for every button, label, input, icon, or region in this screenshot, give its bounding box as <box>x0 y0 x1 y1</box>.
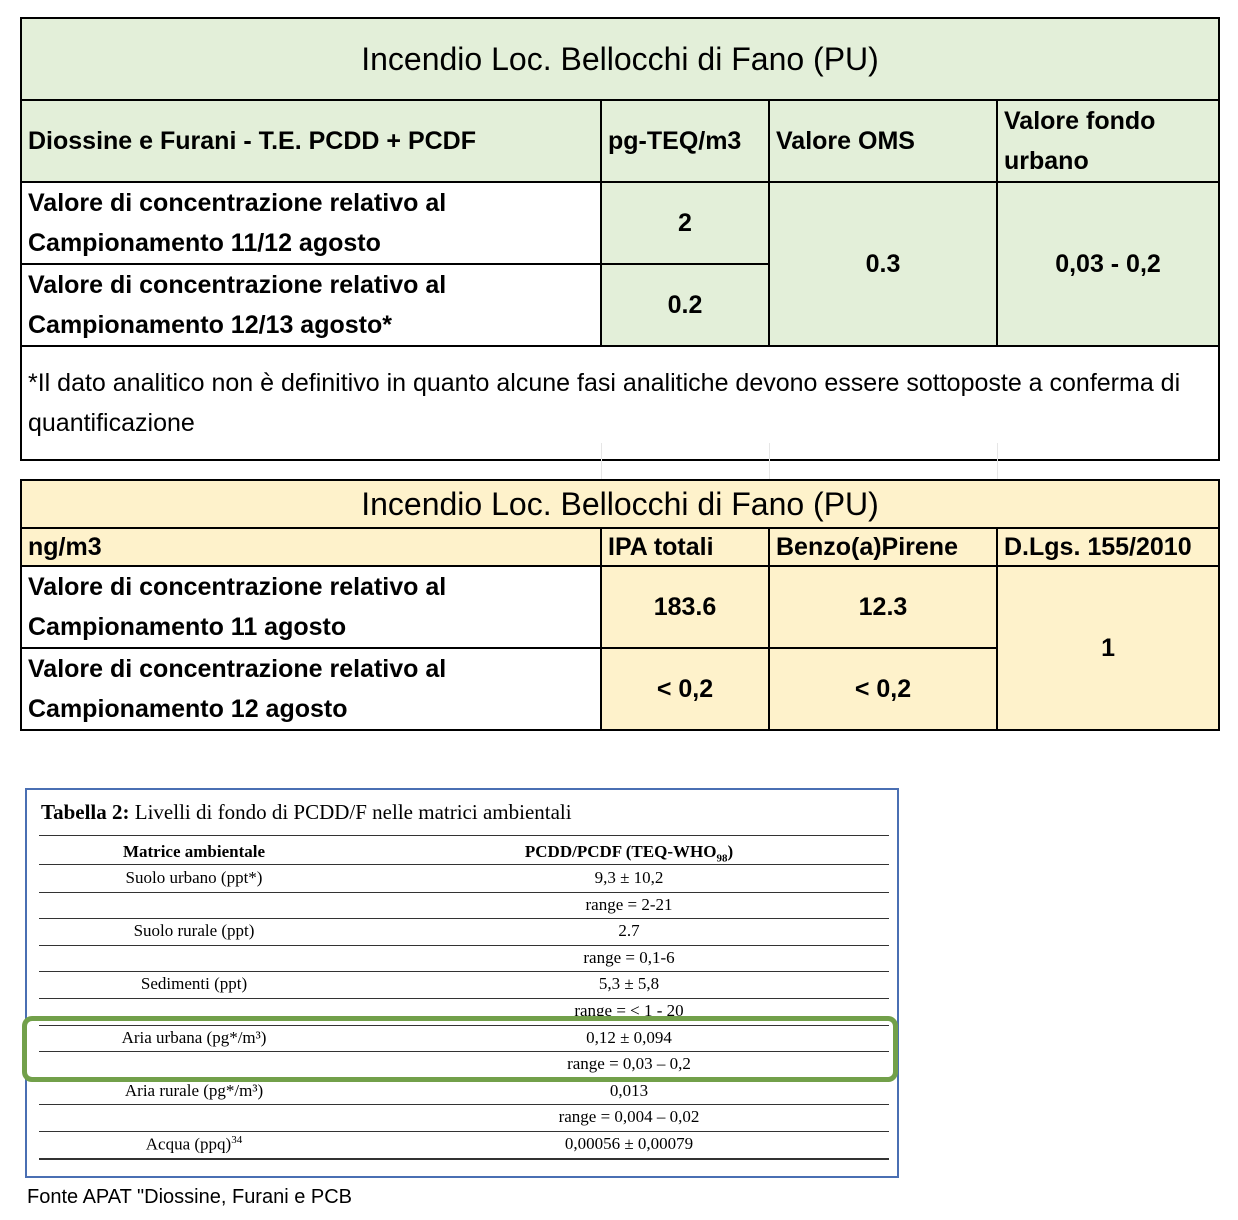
apat-value: range = 2-21 <box>585 894 673 914</box>
dioxin-header-param: Diossine e Furani - T.E. PCDD + PCDF <box>21 100 601 182</box>
apat-caption-text: Livelli di fondo di PCDD/F nelle matrici ambientali <box>129 800 572 824</box>
ipa-row-label: Valore di concentrazione relativo al Campionamento 11 agosto <box>21 566 601 648</box>
apat-row <box>39 865 889 891</box>
apat-value: range = 0,004 – 0,02 <box>558 1107 700 1127</box>
apat-row <box>39 918 889 944</box>
apat-caption-label: Tabella 2: <box>41 800 130 824</box>
dioxin-row-value: 0.2 <box>601 264 769 346</box>
apat-row <box>39 1104 889 1130</box>
ipa-table-title: Incendio Loc. Bellocchi di Fano (PU) <box>21 480 1219 528</box>
apat-header-value: PCDD/PCDF $(TEQ-WHO_{98})$ <box>524 842 734 865</box>
ipa-header-law: D.Lgs. 155/2010 <box>997 528 1219 566</box>
gridline <box>601 443 602 479</box>
dioxin-row-label: Valore di concentrazione relativo al Campionamento 12/13 agosto* <box>21 264 601 346</box>
dioxin-header-oms: Valore OMS <box>769 100 997 182</box>
gridline <box>769 443 770 479</box>
apat-matrix: Acqua (ppq)$^{34}$ <box>145 1134 243 1154</box>
ipa-table <box>20 479 1220 731</box>
apat-matrix: Sedimenti (ppt) <box>140 974 248 994</box>
apat-row <box>39 1131 889 1157</box>
apat-reference-table <box>25 788 899 1178</box>
apat-matrix: Aria rurale (pg*/m³) <box>124 1080 264 1100</box>
dioxin-oms-value: 0.3 <box>769 182 997 346</box>
apat-value: 0,12 ± 0,094 <box>586 1027 672 1047</box>
apat-value: range = < 1 - 20 <box>574 1001 684 1020</box>
apat-matrix: Aria urbana (pg*/m³) <box>121 1027 267 1047</box>
dioxin-header-fondo: Valore fondo urbano <box>997 100 1219 182</box>
apat-row <box>39 971 889 997</box>
apat-value: 0,013 <box>609 1080 649 1100</box>
apat-matrix: Suolo urbano (ppt*) <box>125 868 263 887</box>
apat-value: range = 0,1-6 <box>583 947 675 967</box>
dioxin-footnote: *Il dato analitico non è definitivo in quanto alcune fasi analitiche devono essere sottoposte a conferma di quantificazione <box>21 346 1219 460</box>
dioxin-fondo-value: 0,03 - 0,2 <box>997 182 1219 346</box>
apat-header-matrix: Matrice ambientale <box>122 842 266 861</box>
gridline <box>997 443 998 479</box>
ipa-row-bap: 12.3 <box>769 566 997 648</box>
apat-matrix: Suolo rurale (ppt) <box>133 921 255 941</box>
ipa-row-bap: < 0,2 <box>769 648 997 730</box>
apat-row <box>39 945 889 971</box>
apat-row <box>39 892 889 918</box>
highlight-box <box>22 1016 898 1082</box>
dioxin-table <box>20 17 1220 461</box>
dioxin-row-value: 2 <box>601 182 769 264</box>
source-note: Fonte APAT "Diossine, Furani e PCB <box>27 1186 353 1208</box>
apat-value: 0,00056 ± 0,00079 <box>564 1134 694 1153</box>
ipa-row-total: 183.6 <box>601 566 769 648</box>
apat-caption <box>41 800 572 825</box>
ipa-header-unit: ng/m3 <box>21 528 601 566</box>
apat-value: 5,3 ± 5,8 <box>598 974 660 994</box>
dioxin-table-title: Incendio Loc. Bellocchi di Fano (PU) <box>21 18 1219 100</box>
apat-value: range = 0,03 – 0,2 <box>567 1054 691 1074</box>
apat-value: 9,3 ± 10,2 <box>594 868 664 887</box>
ipa-row-label: Valore di concentrazione relativo al Campionamento 12 agosto <box>21 648 601 730</box>
dioxin-row-label: Valore di concentrazione relativo al Campionamento 11/12 agosto <box>21 182 601 264</box>
ipa-limit-value: 1 <box>997 566 1219 730</box>
ipa-header-bap: Benzo(a)Pirene <box>769 528 997 566</box>
apat-header-row <box>39 839 889 865</box>
apat-matrix-footnote: 34 <box>231 1134 243 1146</box>
ipa-header-total: IPA totali <box>601 528 769 566</box>
apat-value: 2.7 <box>618 921 640 941</box>
ipa-row-total: < 0,2 <box>601 648 769 730</box>
dioxin-header-unit: pg-TEQ/m3 <box>601 100 769 182</box>
